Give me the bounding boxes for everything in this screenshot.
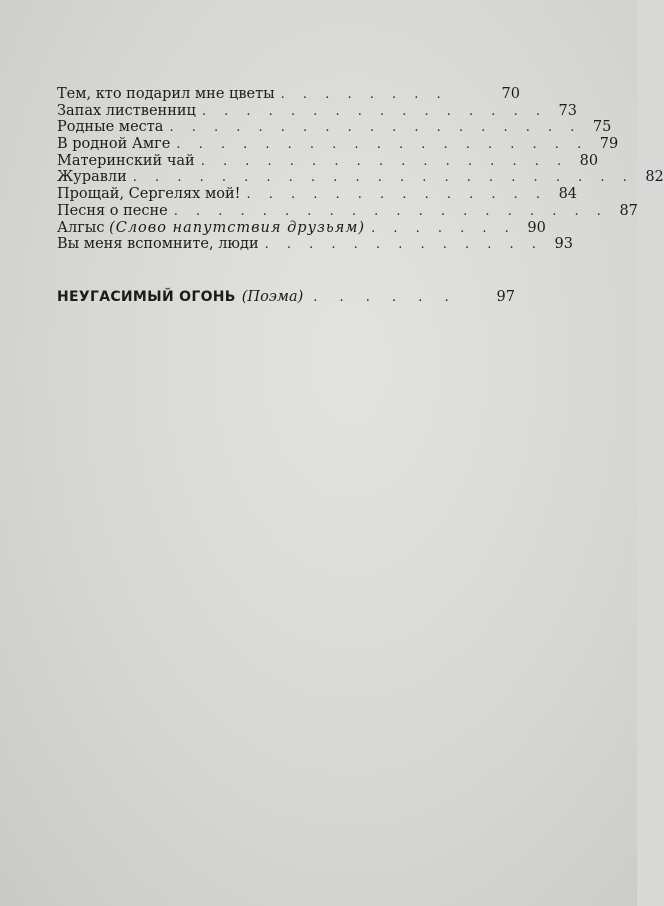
toc-entry-page: 90 (527, 219, 546, 236)
poem-page: 97 (496, 289, 515, 305)
toc-entry (57, 86, 520, 103)
toc-entry-title: Журавли (57, 169, 127, 186)
toc-entry (57, 136, 619, 153)
toc-entry (57, 169, 664, 186)
toc-entry-page: 82 (645, 169, 664, 186)
toc-entry-leader: . . . . . . . . . . . . . . . . (201, 103, 547, 119)
toc-entry-page: 70 (501, 86, 520, 102)
toc-entry-subtitle: (Слово напутствия друзьям) (109, 219, 366, 236)
toc-entry-leader: . . . . . . . . . . . . . . (246, 187, 548, 203)
toc-entry (57, 152, 599, 170)
toc-entry-title: В родной Амге (57, 136, 171, 153)
toc-entry-leader: . . . . . . . . . . . . . . . . . . . (169, 120, 582, 136)
toc-entry-page: 93 (554, 236, 573, 253)
toc-entry-title: Вы меня вспомните, люди (57, 236, 259, 253)
toc-entry (57, 236, 573, 253)
toc-entry (57, 219, 546, 237)
toc-entry-leader: . . . . . . . . . . . . . . . . . . . . . . . (132, 170, 634, 186)
toc-entry (57, 102, 577, 120)
toc-entry-leader: . . . . . . . (371, 220, 516, 236)
toc-poem-entry (57, 289, 515, 305)
toc-entry-leader: . . . . . . . . . . . . . . . . . . . . (173, 203, 608, 219)
poem-subtitle: (Поэма) (241, 289, 304, 305)
toc-entry-title: Запах лиственниц (57, 102, 196, 119)
poem-leader: . . . . . . (313, 290, 458, 305)
toc-entry-page: 87 (619, 202, 638, 219)
toc-entry-title-text: Алгыс (57, 219, 105, 236)
toc-entry-title (57, 220, 365, 237)
toc-entry-leader: . . . . . . . . . . . . . . . . . . . (176, 137, 589, 153)
toc-entry-title: Тем, кто подарил мне цветы (57, 86, 275, 102)
toc-entry (57, 119, 612, 136)
toc-entry-page: 73 (558, 102, 577, 119)
toc-entry-leader: . . . . . . . . (280, 87, 448, 102)
toc-entry-page: 79 (599, 136, 619, 153)
toc-entry-page: 84 (558, 186, 578, 203)
toc-entry (57, 202, 638, 220)
toc-entry-page: 80 (579, 152, 599, 169)
poem-title: НЕУГАСИМЫЙ ОГОНЬ (57, 289, 236, 305)
toc-entry (57, 186, 578, 203)
toc-entry-leader: . . . . . . . . . . . . . . . . . (200, 153, 569, 169)
toc-entry-title: Родные места (57, 119, 164, 136)
toc-entry-page: 75 (592, 119, 612, 136)
toc-entry-leader: . . . . . . . . . . . . . (264, 237, 543, 253)
toc-entry-title: Материнский чай (57, 152, 195, 169)
toc-entry-title: Прощай, Сергелях мой! (57, 186, 241, 203)
table-of-contents (57, 86, 664, 253)
toc-entry-title: Песня о песне (57, 202, 168, 219)
